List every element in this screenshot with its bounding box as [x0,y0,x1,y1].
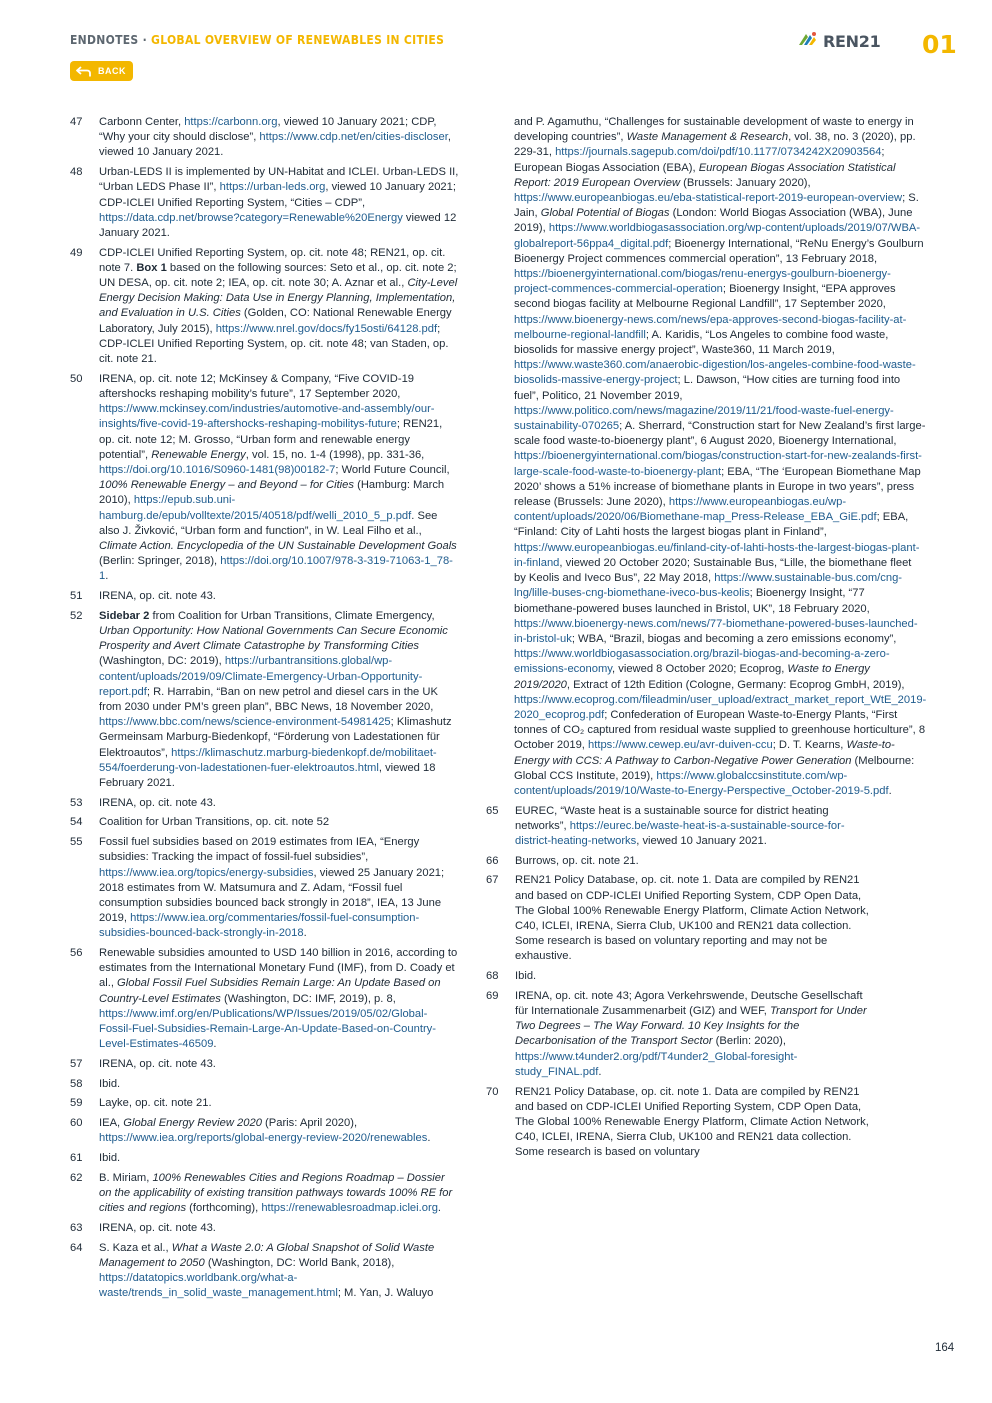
link[interactable]: https://www.sustainable-bus.com/cng-lng/lille-buses-cng-biomethane-iveco-bus-keolis [514,572,903,600]
link[interactable]: https://www.bbc.com/news/science-environment-54981425 [99,716,391,729]
endnote-65: 65 EUREC, “Waste heat is a sustainable source for district heating networks”, https://eurec.be/waste-heat-is-a-sustainable-source-for-district-heating-networks, viewed 10 January 2021. [486,804,845,848]
chapter-number: 01 [922,30,957,59]
back-arrow-icon [76,66,92,77]
link[interactable]: https://www.europeanbiogas.eu/eba-statistical-report-2019-european-overview [514,192,903,205]
link[interactable]: https://datatopics.worldbank.org/what-a-waste/trends_in_solid_waste_management.html [99,1271,338,1300]
back-button-label: BACK [98,66,126,76]
breadcrumb-section[interactable]: GLOBAL OVERVIEW OF RENEWABLES IN CITIES [151,33,445,47]
endnote-47: 47 Carbonn Center, https://carbonn.org, viewed 10 January 2021; CDP, “Why your city should disclose”, https://www.cdp.net/en/cities-discloser, viewed 10 January 2021. [70,116,451,159]
link[interactable]: https://urbantransitions.global/wp-content/uploads/2019/09/Climate-Emergency-Urban-Opportunity-report.pdf [99,655,423,698]
link[interactable]: https://doi.org/10.1016/S0960-1481(98)00182-7 [99,463,336,476]
link[interactable]: https://www.ecoprog.com/fileadmin/user_upload/extract_market_report_WtE_2019-2020_ecoprog.pdf [514,693,927,721]
endnote-69: 69 IRENA, op. cit. note 43; Agora Verkehrswende, Deutsche Gesellschaft für Internationale Zusammenarbeit (GIZ) and WEF, Transport for Under Two Degrees – The Way Forward. 10 Key Insights for the Decarbonisation of the Transport Sector (Berlin: 2020), https://www.t4under2.org/pdf/T4under2_Global-foresight-study_FINAL.pdf. [486,989,867,1078]
endnote-68: 68 Ibid. [486,970,537,983]
endnote-52: 52 Sidebar 2 from Coalition for Urban Transitions, Climate Emergency, Urban Opportunity: How National Governments Can Secure Economic Prosperity and Avert Climate Catastrophe by Transforming Cities (Washington, DC: 2019), https://urbantransitions.global/wp-content/uploads/2019/09/Climate-Emergency-Urban-Opportunity-report.pdf; R. Harrabin, “Ban on new petrol and diesel cars in the UK from 2030 under PM’s green plan”, BBC News, 18 November 2020, https://www.bbc.com/news/science-environment-54981425; Klimashutz Germeinsam Marburg-Biedenkopf, “Förderung von Ladestationen für Elektroautos”, https://klimaschutz.marburg-biedenkopf.de/mobilitaet-554/foerderung-von-ladestationen-fuer-elektroautos.html, viewed 18 February 2021. [70,609,452,790]
link[interactable]: https://eurec.be/waste-heat-is-a-sustainable-source-for-district-heating-networks [515,819,845,848]
link[interactable]: https://bioenergyinternational.com/biogas/construction-start-for-new-zealands-first-large-scale-food-waste-to-bioenergy-plant [514,450,922,478]
breadcrumb [70,33,444,47]
endnote-60: 60 IEA, Global Energy Review 2020 (Paris: April 2020), https://www.iea.org/reports/global-energy-review-2020/renewables. [70,1117,431,1145]
endnote-48: 48 Urban-LEDS II is implemented by UN-Habitat and ICLEI. Urban-LEDS II, “Urban LEDS Phase II”, https://urban-leds.org, viewed 10 January 2021; CDP-ICLEI Unified Reporting System, “Cities – CDP”, https://data.cdp.net/browse?category=Renewable%20Energy viewed 12 January 2021. [70,166,459,239]
link[interactable]: https://www.worldbiogasassociation.org/wp-content/uploads/2019/07/WBA-globalreport-56ppa4_digital.pdf [514,222,921,250]
endnote-62: 62 B. Miriam, 100% Renewables Cities and Regions Roadmap – Dossier on the applicability of existing transition pathways towards 100% RE for cities and regions (forthcoming), https://renewablesroadmap.iclei.org. [70,1171,453,1215]
link[interactable]: https://klimaschutz.marburg-biedenkopf.de/mobilitaet-554/foerderung-von-ladestationen-fuer-elektroautos.html [99,746,437,774]
link[interactable]: https://urban-leds.org [219,181,326,194]
back-button[interactable] [70,61,133,81]
breadcrumb-separator: · [138,33,152,47]
link[interactable]: https://renewablesroadmap.iclei.org [261,1202,438,1215]
link[interactable]: https://www.imf.org/en/Publications/WP/Issues/2019/05/02/Global-Fossil-Fuel-Subsidies-Remain-Large-An-Update-Based-on-Country-Level-Estimates-46509 [99,1007,437,1051]
ren21-logo-icon [797,31,819,52]
endnote-55: 55 Fossil fuel subsidies based on 2019 estimates from IEA, “Energy subsidies: Tracking the impact of fossil-fuel subsidies”, https://www.iea.org/topics/energy-subsidies, viewed 25 January 2021; 2018 estimates from W. Matsumura and Z. Adam, “Fossil fuel consumption subsidies bounced back strongly in 2018”, IEA, 13 June 2019, https://www.iea.org/commentaries/fossil-fuel-consumption-subsidies-bounced-back-strongly-in-2018. [70,836,445,940]
ren21-logo[interactable] [797,31,880,52]
endnote-70: 70 REN21 Policy Database, op. cit. note 1. Data are compiled by REN21 and based on CDP-ICLEI Unified Reporting System, CDP Open Data, The Global 100% Renewable Energy Platform, Climate Action Network, C40, ICLEI, IRENA, Sierra Club, UK100 and REN21 data collection. Some research is based on voluntary [486,1085,869,1159]
endnote-49: 49 CDP-ICLEI Unified Reporting System, op. cit. note 48; REN21, op. cit. note 7. Box 1 based on the following sources: Seto et al., op. cit. note 2; UN DESA, op. cit. note 2; IEA, op. cit. note 30; A. Aznar et al., City-Level Energy Decision Making: Data Use in Energy Planning, Implementation, and Evaluation in U.S. Cities (Golden, CO: National Renewable Energy Laboratory, July 2015), https://www.nrel.gov/docs/fy15osti/64128.pdf; CDP-ICLEI Unified Reporting System, op. cit. note 48; van Staden, op. cit. note 21. [70,246,458,366]
endnote-56: 56 Renewable subsidies amounted to USD 140 billion in 2016, according to estimates from the International Monetary Fund (IMF), from D. Coady et al., Global Fossil Fuel Subsidies Remain Large: An Update Based on Country-Level Estimates (Washington, DC: IMF, 2019), p. 8, https://www.imf.org/en/Publications/WP/Issues/2019/05/02/Global-Fossil-Fuel-Subsidies-Remain-Large-An-Update-Based-on-Country-Level-Estimates-46509. [70,947,458,1051]
link[interactable]: https://bioenergyinternational.com/biogas/renu-energys-goulburn-bioenergy-project-commences-commercial-operation [514,268,891,296]
endnote-59: 59 Layke, op. cit. note 21. [70,1097,212,1110]
link[interactable]: https://www.globalccsinstitute.com/wp-content/uploads/2019/10/Waste-to-Energy-Perspective_October-2019-5.pdf [514,769,889,797]
breadcrumb-endnotes[interactable]: ENDNOTES [70,33,139,47]
link[interactable]: https://www.iea.org/reports/global-energy-review-2020/renewables [99,1132,428,1145]
link[interactable]: https://carbonn.org [184,116,278,128]
link[interactable]: https://epub.sub.uni-hamburg.de/epub/volltexte/2015/40518/pdf/welli_2010_5_p.pdf [99,494,412,522]
link[interactable]: https://www.worldbiogasassociation.org/brazil-biogas-and-becoming-a-zero-emissions-economy [514,648,890,676]
link[interactable]: https://www.europeanbiogas.eu/wp-content/uploads/2020/06/Biomethane-map_Press-Release_EBA_GiE.pdf [514,496,877,524]
link[interactable]: https://www.europeanbiogas.eu/finland-city-of-lahti-hosts-the-largest-biogas-plant-in-finland [514,541,920,569]
link[interactable]: https://www.bioenergy-news.com/news/epa-approves-second-biogas-facility-at-melbourne-regional-landfill [514,313,907,341]
endnote-53: 53 IRENA, op. cit. note 43. [70,796,216,809]
endnote-54: 54 Coalition for Urban Transitions, op. cit. note 52 [70,816,330,829]
link[interactable]: https://www.iea.org/commentaries/fossil-fuel-consumption-subsidies-bounced-back-strongly-in-2018 [99,912,420,940]
endnote-51: 51 IRENA, op. cit. note 43. [70,590,216,603]
link[interactable]: https://www.cdp.net/en/cities-discloser [259,131,448,144]
link[interactable]: https://www.mckinsey.com/industries/automotive-and-assembly/our-insights/five-covid-19-aftershocks-reshaping-mobilitys-future [99,403,435,431]
link[interactable]: https://www.politico.com/news/magazine/2019/11/21/food-waste-fuel-energy-sustainability-070265 [514,404,894,433]
endnote-63: 63 IRENA, op. cit. note 43. [70,1221,216,1234]
endnote-58: 58 Ibid. [70,1077,121,1090]
link[interactable]: https://www.iea.org/topics/energy-subsidies [99,866,314,879]
link[interactable]: https://www.nrel.gov/docs/fy15osti/64128.pdf [215,322,438,335]
endnote-66: 66 Burrows, op. cit. note 21. [486,854,639,867]
ren21-logo-text: REN21 [823,32,881,51]
link[interactable]: https://www.cewep.eu/avr-duiven-ccu [588,739,773,752]
endnote-50: 50 IRENA, op. cit. note 12; McKinsey & Company, “Five COVID-19 aftershocks reshaping mobility’s future”, 17 September 2020, https://www.mckinsey.com/industries/automotive-and-assembly/our-insights/five-covid-19-aftershocks-reshaping-mobilitys-future; REN21, op. cit. note 12; M. Grosso, “Urban form and renewable energy potential”, Renewable Energy, vol. 15, no. 1-4 (1998), pp. 331-36, https://doi.org/10.1016/S0960-1481(98)00182-7; World Future Council, 100% Renewable Energy – and Beyond – for Cities (Hamburg: March 2010), https://epub.sub.uni-hamburg.de/epub/volltexte/2015/40518/pdf/welli_2010_5_p.pdf. See also J. Živković, “Urban form and function”, in W. Leal Filho et al., Climate Action. Encyclopedia of the UN Sustainable Development Goals (Berlin: Springer, 2018), https://doi.org/10.1007/978-3-319-71063-1_78-1. [70,372,457,583]
endnote-61: 61 Ibid. [70,1152,121,1164]
link[interactable]: https://www.t4under2.org/pdf/T4under2_Global-foresight-study_FINAL.pdf [515,1050,798,1078]
endnote-64: 64 S. Kaza et al., What a Waste 2.0: A Global Snapshot of Solid Waste Management to 2050 (Washington, DC: World Bank, 2018), https://datatopics.worldbank.org/what-a-waste/trends_in_solid_waste_management.html; M. Yan, J. Waluyo [70,1241,435,1300]
link[interactable]: https://data.cdp.net/browse?category=Renewable%20Energy [99,211,403,224]
page-number: 164 [935,1342,955,1354]
endnote-67: 67 REN21 Policy Database, op. cit. note 1. Data are compiled by REN21 and based on CDP-ICLEI Unified Reporting System, CDP Open Data, The Global 100% Renewable Energy Platform, Climate Action Network, C40, ICLEI, IRENA, Sierra Club, UK100 and REN21 data collection. Some research is based on voluntary reporting and may not be exhaustive. [486,874,869,963]
endnotes-right-column [486,115,927,1165]
link[interactable]: https://www.waste360.com/anaerobic-digestion/los-angeles-combine-food-waste-biosolids-massive-energy-project [514,359,916,387]
endnote-57: 57 IRENA, op. cit. note 43. [70,1057,216,1070]
link[interactable]: https://www.bioenergy-news.com/news/77-biomethane-powered-buses-launched-in-bristol-uk [514,617,918,645]
endnotes-left-column [70,115,460,1306]
endnote-64-continued: and P. Agamuthu, “Challenges for sustainable development of waste to energy in developing countries”, Waste Management & Research, vol. 38, no. 3 (2020), pp. 229-31, https://journals.sagepub.com/doi/pdf/10.1177/0734242X20903564; European Biogas Association (EBA), European Biogas Association Statistical Report: 2019 European Overview (Brussels: January 2020), https://www.europeanbiogas.eu/eba-statistical-report-2019-european-overview; S. Jain, Global Potential of Biogas (London: World Biogas Association (WBA), June 2019), https://www.worldbiogasassociation.org/wp-content/uploads/2019/07/WBA-globalreport-56ppa4_digital.pdf; Bioenergy International, “ReNu Energy’s Goulburn Bioenergy Project commences commercial operation”, 13 February 2018, https://bioenergyinternational.com/biogas/renu-energys-goulburn-bioenergy-project-commences-commercial-operation; Bioenergy Insight, “EPA approves second biogas facility at Melbourne Regional Landfill”, 17 September 2020, https://www.bioenergy-news.com/news/epa-approves-second-biogas-facility-at-melbourne-regional-landfill; A. Karidis, “Los Angeles to combine food waste, biosolids for massive energy project”, Waste360, 11 March 2019, https://www.waste360.com/anaerobic-digestion/los-angeles-combine-food-waste-biosolids-massive-energy-project; L. Dawson, “How cities are turning food into fuel”, Politico, 21 November 2019, https://www.politico.com/news/magazine/2019/11/21/food-waste-fuel-energy-sustainability-070265; A. Sherrard, “Construction start for New Zealand’s first large-scale food waste-to-bioenergy plant”, 6 August 2020, Bioenergy International, https://bioenergyinternational.com/biogas/construction-start-for-new-zealands-first-large-scale-food-waste-to-bioenergy-plant; EBA, “The ‘European Biomethane Map 2020’ shows a 51% increase of biomethane plants in Europe in two years”, press release (Brussels: June 2020), https://www.europeanbiogas.eu/wp-content/uploads/2020/06/Biomethane-map_Press-Release_EBA_GiE.pdf; EBA, “Finland: City of Lahti hosts the largest biogas plant in Finland”, https://www.europeanbiogas.eu/finland-city-of-lahti-hosts-the-largest-biogas-plant-in-finland, viewed 20 October 2020; Sustainable Bus, “Lille, the biomethane fleet by Keolis and Iveco Bus”, 22 May 2018, https://www.sustainable-bus.com/cng-lng/lille-buses-cng-biomethane-iveco-bus-keolis; Bioenergy Insight, “77 biomethane-powered buses launched in Bristol, UK”, 18 February 2020, https://www.bioenergy-news.com/news/77-biomethane-powered-buses-launched-in-bristol-uk; WBA, “Brazil, biogas and becoming a zero emissions economy”, https://www.worldbiogasassociation.org/brazil-biogas-and-becoming-a-zero-emissions-economy, viewed 8 October 2020; Ecoprog, Waste to Energy 2019/2020, Extract of 12th Edition (Cologne, Germany: Ecoprog GmbH, 2019), https://www.ecoprog.com/fileadmin/user_upload/extract_market_report_WtE_2019-2020_ecoprog.pdf; Confederation of European Waste-to-Energy Plants, “First tonnes of CO₂ captured from residual waste supplied to greenhouse horticulture”, 8 October 2019, https://www.cewep.eu/avr-duiven-ccu; D. T. Kearns, Waste-to-Energy with CCS: A Pathway to Carbon-Negative Power Generation (Melbourne: Global CCS Institute, 2019), https://www.globalccsinstitute.com/wp-content/uploads/2019/10/Waste-to-Energy-Perspective_October-2019-5.pdf. [514,116,927,797]
link[interactable]: https://journals.sagepub.com/doi/pdf/10.1177/0734242X20903564 [555,146,882,159]
link[interactable]: https://doi.org/10.1007/978-3-319-71063-1_78-1 [99,555,453,583]
